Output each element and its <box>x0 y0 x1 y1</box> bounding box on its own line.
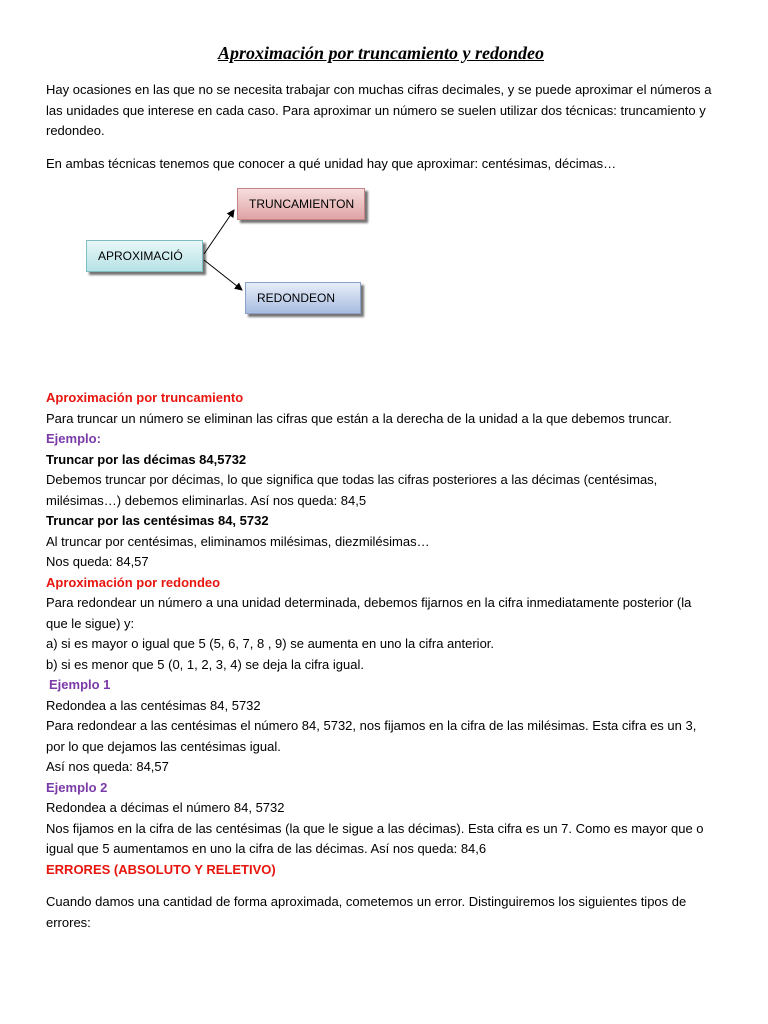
diagram-box-redondeo: REDONDEON <box>245 282 361 314</box>
diagram-arrows <box>46 184 716 366</box>
document-page <box>46 40 716 933</box>
example-2-title: Truncar por las centésimas 84, 5732 <box>46 513 269 528</box>
errores-text: Cuando damos una cantidad de forma aproximada, cometemos un error. Distinguiremos los siguientes tipos de errores: <box>46 894 687 930</box>
ejemplo-2-label: Ejemplo 2 <box>46 779 108 795</box>
redondeo-rule-a: a) si es mayor o igual que 5 (5, 6, 7, 8 , 9) se aumenta en uno la cifra anterior. <box>46 636 495 651</box>
ejemplo-1-result: Así nos queda: 84,57 <box>46 759 169 774</box>
truncamiento-text: Para truncar un número se eliminan las cifras que están a la derecha de la unidad a la que debemos truncar. <box>46 410 672 426</box>
example-1-title: Truncar por las décimas 84,5732 <box>46 451 247 467</box>
example-2-text: Al truncar por centésimas, eliminamos milésimas, diezmilésimas… <box>46 533 430 549</box>
example-2-result: Nos queda: 84,57 <box>46 554 149 569</box>
intro-paragraph-2: En ambas técnicas tenemos que conocer a qué unidad hay que aproximar: centésimas, décimas… <box>46 155 617 171</box>
example-1-text: Debemos truncar por décimas, lo que significa que todas las cifras posteriores a las décimas (centésimas, milésimas…) debemos eliminarlas. Así nos queda: 84,5 <box>46 472 658 508</box>
ejemplo-1-task: Redondea a las centésimas 84, 5732 <box>46 697 261 713</box>
ejemplo-2-task: Redondea a décimas el número 84, 5732 <box>46 800 285 815</box>
arrow-to-truncamiento <box>204 210 234 254</box>
arrow-to-redondeo <box>204 260 242 290</box>
redondeo-text: Para redondear un número a una unidad determinada, debemos fijarnos en la cifra inmediatamente posterior (la que le sigue) y: <box>46 595 692 631</box>
approximation-diagram <box>46 184 716 366</box>
ejemplo-1-label: Ejemplo 1 <box>49 677 111 692</box>
diagram-box-truncamiento: TRUNCAMIENTON <box>237 188 365 220</box>
page-title: Aproximación por truncamiento y redondeo <box>217 43 545 63</box>
ejemplo-1-text: Para redondear a las centésimas el número 84, 5732, nos fijamos en la cifra de las milésimas. Esta cifra es un 3, por lo que dejamos las centésimas igual. <box>46 718 697 754</box>
ejemplo-2-text: Nos fijamos en la cifra de las centésimas (la que le sigue a las décimas). Esta cifra es un 7. Como es mayor que o igual que 5 aumentamos en uno la cifra de las décimas. Así nos queda: 84,6 <box>46 820 704 856</box>
errores-heading: ERRORES (ABSOLUTO Y RELETIVO) <box>46 861 276 877</box>
redondeo-heading: Aproximación por redondeo <box>46 574 221 590</box>
intro-paragraph-1: Hay ocasiones en las que no se necesita trabajar con muchas cifras decimales, y se puede aproximar el números a las unidades que interese en cada caso. Para aproximar un número se suelen utilizar dos técnicas: truncamiento y redondeo. <box>46 82 712 138</box>
truncamiento-section <box>46 388 716 933</box>
redondeo-rule-b: b) si es menor que 5 (0, 1, 2, 3, 4) se deja la cifra igual. <box>46 656 364 672</box>
ejemplo-label: Ejemplo: <box>46 431 101 446</box>
diagram-box-aproximacion: APROXIMACIÓ <box>86 240 203 272</box>
truncamiento-heading: Aproximación por truncamiento <box>46 390 244 405</box>
